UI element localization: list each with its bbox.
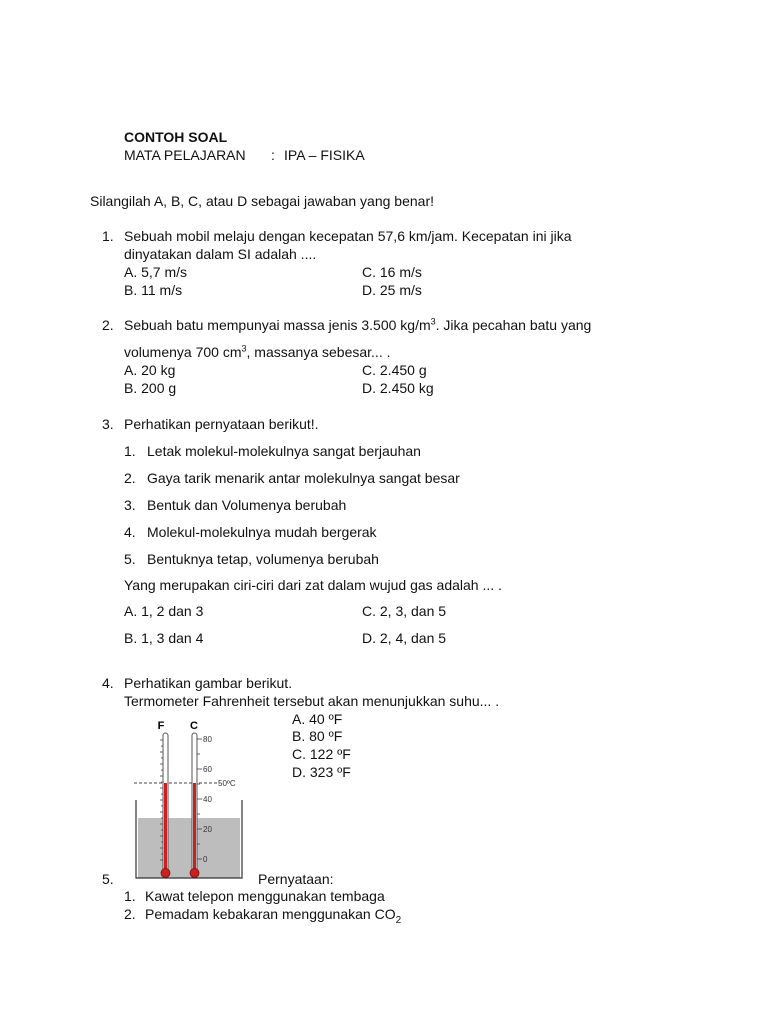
q1-number: 1. bbox=[102, 228, 114, 244]
q4-option-c: C. 122 ºF bbox=[292, 746, 351, 762]
q3-item-number: 3. bbox=[124, 497, 136, 513]
thermometer-f-label: F bbox=[157, 720, 165, 732]
subject-value: IPA – FISIKA bbox=[284, 147, 365, 163]
q1-text-line1: Sebuah mobil melaju dengan kecepatan 57,6 km/jam. Kecepatan ini jika bbox=[124, 228, 572, 244]
c-tick-label: 40 bbox=[203, 795, 212, 804]
q1-text-line2: dinyatakan dalam SI adalah .... bbox=[124, 246, 317, 262]
q3-item-text: Bentuknya tetap, volumenya berubah bbox=[147, 551, 379, 567]
q2-option-b: B. 200 g bbox=[124, 380, 177, 396]
q3-number: 3. bbox=[102, 416, 114, 432]
q5-stem: Pernyataan: bbox=[258, 871, 334, 887]
q1-option-a: A. 5,7 m/s bbox=[124, 264, 188, 280]
q4-text-line1: Perhatikan gambar berikut. bbox=[124, 675, 293, 691]
q2-option-c: C. 2.450 g bbox=[362, 362, 427, 378]
thermometer-c-label: C bbox=[190, 720, 198, 732]
q5-item-text: Pemadam kebakaran menggunakan $CO_2$ bbox=[145, 906, 402, 926]
c-tick-label: 80 bbox=[203, 735, 212, 744]
q3-item-number: 5. bbox=[124, 551, 136, 567]
q3-item-number: 2. bbox=[124, 470, 136, 486]
water bbox=[138, 818, 240, 878]
subject-label: MATA PELAJARAN bbox=[124, 147, 246, 163]
reading-label: 50ºC bbox=[218, 779, 236, 788]
q3-option-c: C. 2, 3, dan 5 bbox=[362, 603, 447, 619]
c-tick-label: 0 bbox=[203, 855, 208, 864]
q2-text-line2: volumenya 700 $cm^3$, massanya sebesar... . bbox=[124, 343, 391, 360]
q4-option-d: D. 323 ºF bbox=[292, 764, 351, 780]
subject-separator: : bbox=[271, 147, 275, 163]
q3-item-text: Gaya tarik menarik antar molekulnya sangat besar bbox=[147, 470, 460, 486]
thermometer-c-bulb bbox=[190, 869, 199, 878]
thermometer-f-bulb bbox=[161, 869, 170, 878]
q3-item-number: 4. bbox=[124, 524, 136, 540]
q2-option-a: A. 20 kg bbox=[124, 362, 176, 378]
q1-option-d: D. 25 m/s bbox=[362, 282, 422, 298]
q5-item-text: Kawat telepon menggunakan tembaga bbox=[145, 888, 385, 904]
q2-option-d: D. 2.450 kg bbox=[362, 380, 434, 396]
q5-number: 5. bbox=[102, 871, 114, 887]
q3-item-text: Letak molekul-molekulnya sangat berjauhan bbox=[147, 443, 421, 459]
q3-question: Yang merupakan ciri-ciri dari zat dalam wujud gas adalah ... . bbox=[124, 577, 502, 593]
c-tick-label: 20 bbox=[203, 825, 212, 834]
c-tick-label: 60 bbox=[203, 765, 212, 774]
q3-option-b: B. 1, 3 dan 4 bbox=[124, 630, 204, 646]
q3-item-number: 1. bbox=[124, 443, 136, 459]
q3-item-text: Bentuk dan Volumenya berubah bbox=[147, 497, 347, 513]
q3-option-d: D. 2, 4, dan 5 bbox=[362, 630, 447, 646]
q5-item-number: 1. bbox=[124, 888, 136, 904]
doc-title: CONTOH SOAL bbox=[124, 129, 228, 145]
q4-number: 4. bbox=[102, 675, 114, 691]
q4-option-a: A. 40 ºF bbox=[292, 711, 343, 727]
q5-item-number: 2. bbox=[124, 906, 136, 922]
instruction: Silangilah A, B, C, atau D sebagai jawaban yang benar! bbox=[90, 193, 435, 209]
thermometer-figure bbox=[128, 712, 248, 882]
thermometer-f-mercury bbox=[164, 783, 167, 873]
q4-text-line2: Termometer Fahrenheit tersebut akan menunjukkan suhu... . bbox=[124, 693, 500, 709]
q2-number: 2. bbox=[102, 317, 114, 333]
q3-stem: Perhatikan pernyataan berikut!. bbox=[124, 416, 319, 432]
q3-item-text: Molekul-molekulnya mudah bergerak bbox=[147, 524, 377, 540]
q4-option-b: B. 80 ºF bbox=[292, 728, 343, 744]
q1-option-c: C. 16 m/s bbox=[362, 264, 422, 280]
thermometer-c-mercury bbox=[193, 783, 196, 873]
q1-option-b: B. 11 m/s bbox=[124, 282, 183, 298]
q3-option-a: A. 1, 2 dan 3 bbox=[124, 603, 204, 619]
q2-text-line1: Sebuah batu mempunyai massa jenis 3.500 $kg/m^3$. Jika pecahan batu yang bbox=[124, 316, 592, 333]
